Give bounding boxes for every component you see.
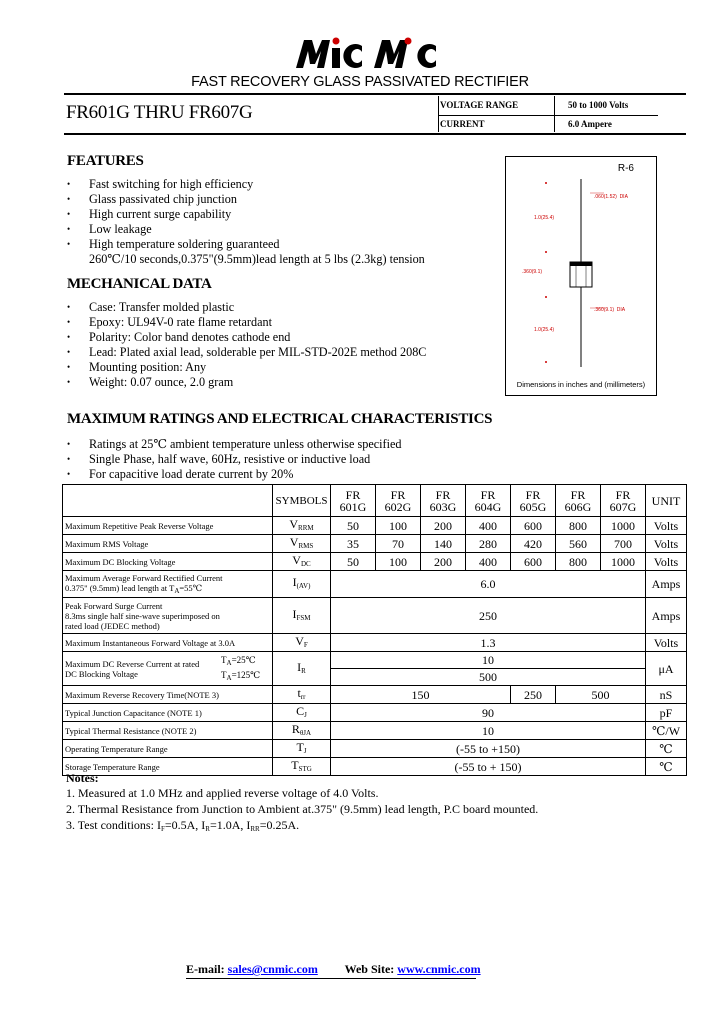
table-row: Typical Junction Capacitance (NOTE 1) $C_J$ 90 pF bbox=[63, 704, 687, 722]
company-logo bbox=[290, 36, 440, 70]
list-item: • Polarity: Color band denotes cathode end bbox=[67, 330, 426, 345]
dimension-label: 1.0(25.4) bbox=[534, 215, 555, 221]
dimension-label: 1.0(25.4) bbox=[534, 327, 555, 333]
current-value: 6.0 Ampere bbox=[568, 119, 612, 129]
part-number-range: FR601G THRU FR607G bbox=[66, 102, 253, 123]
ratings-heading: MAXIMUM RATINGS AND ELECTRICAL CHARACTERISTICS bbox=[67, 411, 493, 427]
table-row: Operating Temperature Range $T_J$ (-55 to +150) ℃ bbox=[63, 740, 687, 758]
list-item: • Single Phase, half wave, 60Hz, resistive or inductive load bbox=[67, 452, 401, 467]
contact-footer bbox=[186, 962, 481, 977]
list-item: • Mounting position: Any bbox=[67, 360, 426, 375]
note-2: 2. Thermal Resistance from Junction to Ambient at.375" (9.5mm) lead length, P.C board mounted. bbox=[66, 802, 539, 816]
unit-header: UNIT bbox=[646, 485, 687, 517]
features-continuation: 260℃/10 seconds,0.375"(9.5mm)lead length at 5 lbs (2.3kg) tension bbox=[89, 252, 425, 266]
dimension-label: .360(9.1) DIA bbox=[594, 307, 626, 313]
list-item: • For capacitive load derate current by 20% bbox=[67, 467, 401, 482]
device-header: FR 603G bbox=[421, 485, 466, 517]
list-item: • Glass passivated chip junction bbox=[67, 192, 280, 207]
table-row: Peak Forward Surge Current 8.3ms single half sine-wave superimposed on rated load (JEDEC method) $I_{FSM}$ 250 Amps bbox=[63, 598, 687, 634]
title-rule bbox=[64, 93, 686, 95]
table-header-row bbox=[63, 485, 687, 517]
device-header: FR 605G bbox=[511, 485, 556, 517]
table-row: Typical Thermal Resistance (NOTE 2) $R_{\theta JA}$ 10 ℃/W bbox=[63, 722, 687, 740]
spec-left-rule bbox=[438, 96, 439, 132]
table-row: Storage Temperature Range $T_{STG}$ (-55 to + 150) ℃ bbox=[63, 758, 687, 776]
ratings-table bbox=[62, 484, 687, 776]
features-list bbox=[67, 177, 280, 252]
table-row: Maximum Instantaneous Forward Voltage at 3.0A $V_F$ 1.3 Volts bbox=[63, 634, 687, 652]
mechanical-heading: MECHANICAL DATA bbox=[67, 276, 212, 292]
list-item: • Weight: 0.07 ounce, 2.0 gram bbox=[67, 375, 426, 390]
table-row: Maximum DC Blocking Voltage $V_{DC}$ 50 100 200 400 600 800 1000 Volts bbox=[63, 553, 687, 571]
header-bottom-rule bbox=[64, 133, 686, 135]
diode-outline bbox=[506, 157, 656, 377]
table-row: Maximum Repetitive Peak Reverse Voltage $V_{RRM}$ 50 100 200 400 600 800 1000 Volts bbox=[63, 517, 687, 535]
table-row: Maximum DC Reverse Current at rated DC Blocking Voltage $T_A=25℃$ $T_A=125℃$ $I_R$ 10 μA bbox=[63, 652, 687, 669]
voltage-range-label: VOLTAGE RANGE bbox=[440, 100, 519, 110]
table-row: Maximum Average Forward Rectified Current 0.375" (9.5mm) lead length at $T_A=55℃$ $I_{(AV)}$ 6.0 Amps bbox=[63, 571, 687, 598]
list-item: • Lead: Plated axial lead, solderable per MIL-STD-202E method 208C bbox=[67, 345, 426, 360]
device-header: FR 607G bbox=[601, 485, 646, 517]
package-name: R-6 bbox=[617, 163, 634, 174]
list-item: • Case: Transfer molded plastic bbox=[67, 300, 426, 315]
dimension-label: .060(1.52) DIA bbox=[594, 194, 628, 200]
package-drawing bbox=[505, 156, 657, 396]
package-footnote: Dimensions in inches and (millimeters) bbox=[516, 380, 646, 389]
table-row: Maximum RMS Voltage $V_{RMS}$ 35 70 140 280 420 560 700 Volts bbox=[63, 535, 687, 553]
device-header: FR 604G bbox=[466, 485, 511, 517]
list-item: • Ratings at 25℃ ambient temperature unless otherwise specified bbox=[67, 437, 401, 452]
notes-heading: Notes: bbox=[66, 771, 99, 785]
current-label: CURRENT bbox=[440, 119, 485, 129]
spec-divider bbox=[438, 115, 658, 116]
website-link[interactable]: www.cnmic.com bbox=[397, 962, 481, 976]
list-item: • High current surge capability bbox=[67, 207, 280, 222]
table-row: Maximum Reverse Recovery Time(NOTE 3) $t_{rr}$ 150 250 500 nS bbox=[63, 686, 687, 704]
website-label: Web Site: bbox=[344, 962, 398, 976]
voltage-range-value: 50 to 1000 Volts bbox=[568, 100, 629, 110]
list-item: • Fast switching for high efficiency bbox=[67, 177, 280, 192]
dimension-label: .360(9.1) bbox=[522, 269, 543, 275]
email-link[interactable]: sales@cnmic.com bbox=[227, 962, 318, 976]
document-title: FAST RECOVERY GLASS PASSIVATED RECTIFIER bbox=[191, 74, 529, 90]
device-header: FR 601G bbox=[331, 485, 376, 517]
footer-rule bbox=[186, 978, 476, 979]
device-header: FR 606G bbox=[556, 485, 601, 517]
device-header: FR 602G bbox=[376, 485, 421, 517]
email-label: E-mail: bbox=[186, 962, 228, 976]
spec-mid-rule bbox=[554, 96, 555, 132]
mechanical-list bbox=[67, 300, 426, 390]
list-item: • Low leakage bbox=[67, 222, 280, 237]
ratings-conditions bbox=[67, 437, 401, 482]
note-1: 1. Measured at 1.0 MHz and applied reverse voltage of 4.0 Volts. bbox=[66, 786, 379, 800]
table-row: 500 bbox=[63, 669, 687, 686]
list-item: • Epoxy: UL94V-0 rate flame retardant bbox=[67, 315, 426, 330]
features-heading: FEATURES bbox=[67, 153, 144, 169]
note-3: 3. Test conditions: $I_F=0.5A$, $I_R=1.0A$, $I_{RR}=0.25A$. bbox=[66, 818, 300, 833]
symbols-header: SYMBOLS bbox=[273, 485, 331, 517]
list-item: • High temperature soldering guaranteed bbox=[67, 237, 280, 252]
